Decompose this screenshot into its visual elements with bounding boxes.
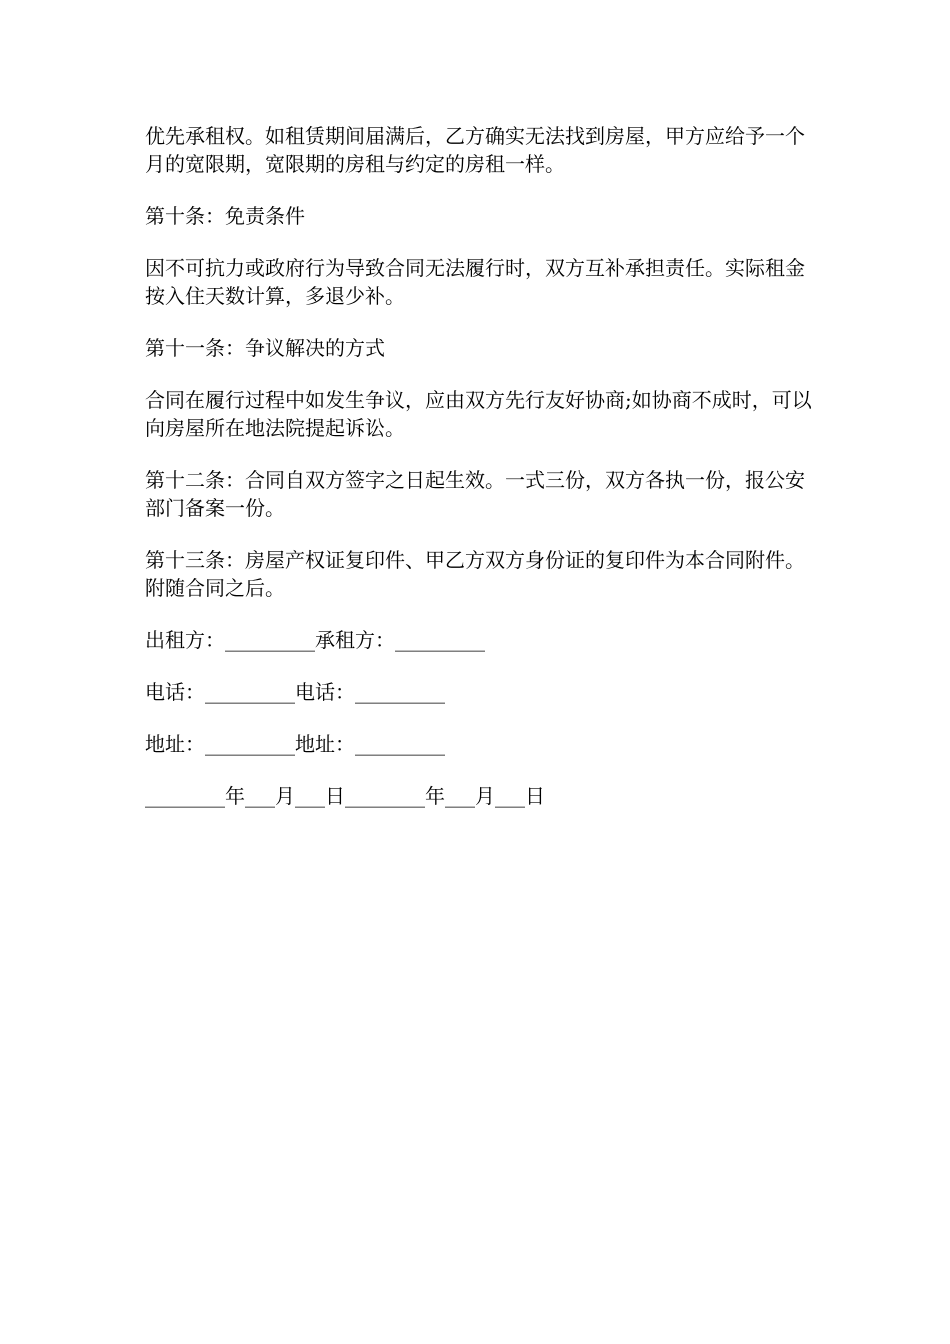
heading-article-10: 第十条：免责条件: [145, 204, 305, 228]
paragraph-article-12: 第十二条：合同自双方签字之日起生效。一式三份，双方各执一份，报公安部门备案一份。: [145, 468, 805, 520]
signature-phone-line: 电话：_________电话：_________: [145, 680, 445, 704]
signature-date-line: ________年___月___日________年___月___日: [145, 784, 545, 808]
paragraph-dispute: 合同在履行过程中如发生争议，应由双方先行友好协商;如协商不成时，可以向房屋所在地法院提起诉讼。: [145, 388, 812, 440]
paragraph-article-13: 第十三条：房屋产权证复印件、甲乙方双方身份证的复印件为本合同附件。附随合同之后。: [145, 548, 805, 600]
document-body: [145, 122, 815, 834]
signature-address-line: 地址：_________地址：_________: [145, 732, 445, 756]
signature-parties-line: 出租方：_________承租方：_________: [145, 628, 485, 652]
paragraph-exemption: 因不可抗力或政府行为导致合同无法履行时，双方互补承担责任。实际租金按入住天数计算，多退少补。: [145, 256, 805, 308]
paragraph-priority-lease: 优先承租权。如租赁期间届满后，乙方确实无法找到房屋，甲方应给予一个月的宽限期，宽限期的房租与约定的房租一样。: [145, 124, 805, 176]
heading-article-11: 第十一条：争议解决的方式: [145, 336, 385, 360]
